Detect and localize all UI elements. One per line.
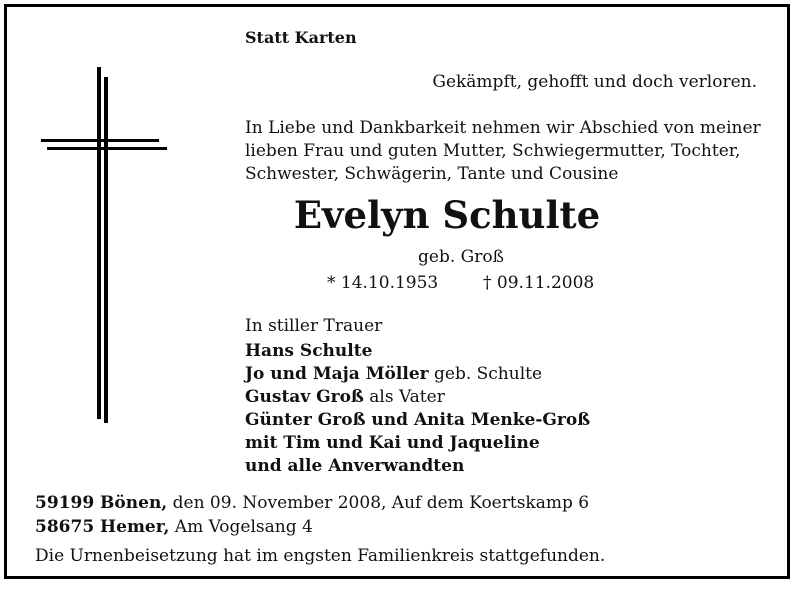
address-line: 59199 Bönen, den 09. November 2008, Auf dem Koertskamp 6 <box>35 493 590 513</box>
mourner-line: Günter Groß und Anita Menke-Groß <box>245 410 591 430</box>
address-line: 58675 Hemer, Am Vogelsang 4 <box>35 517 313 537</box>
mourner-line: Hans Schulte <box>245 341 373 361</box>
mourners-list <box>245 340 590 478</box>
motto-line: Gekämpft, gehofft und doch verloren. <box>432 72 757 92</box>
address-block <box>35 491 589 539</box>
intro-line: lieben Frau und guten Mutter, Schwiegermutter, Tochter, <box>245 141 741 161</box>
statt-karten-label: Statt Karten <box>245 28 357 47</box>
obituary-notice <box>4 4 790 579</box>
birth-name: geb. Groß <box>418 247 504 267</box>
burial-note: Die Urnenbeisetzung hat im engsten Familienkreis stattgefunden. <box>35 546 606 566</box>
intro-line: In Liebe und Dankbarkeit nehmen wir Abschied von meiner <box>245 118 761 138</box>
cross-icon <box>41 67 171 427</box>
mourning-intro: In stiller Trauer <box>245 316 383 336</box>
intro-text <box>245 117 761 186</box>
birth-date: * 14.10.1953 <box>327 273 439 293</box>
mourner-line: Jo und Maja Möller geb. Schulte <box>245 364 543 384</box>
mourner-line: mit Tim und Kai und Jaqueline <box>245 433 540 453</box>
mourner-line: Gustav Groß als Vater <box>245 387 445 407</box>
deceased-name: Evelyn Schulte <box>293 193 601 237</box>
death-date: † 09.11.2008 <box>483 273 595 293</box>
intro-line: Schwester, Schwägerin, Tante und Cousine <box>245 164 619 184</box>
mourner-line: und alle Anverwandten <box>245 456 465 476</box>
